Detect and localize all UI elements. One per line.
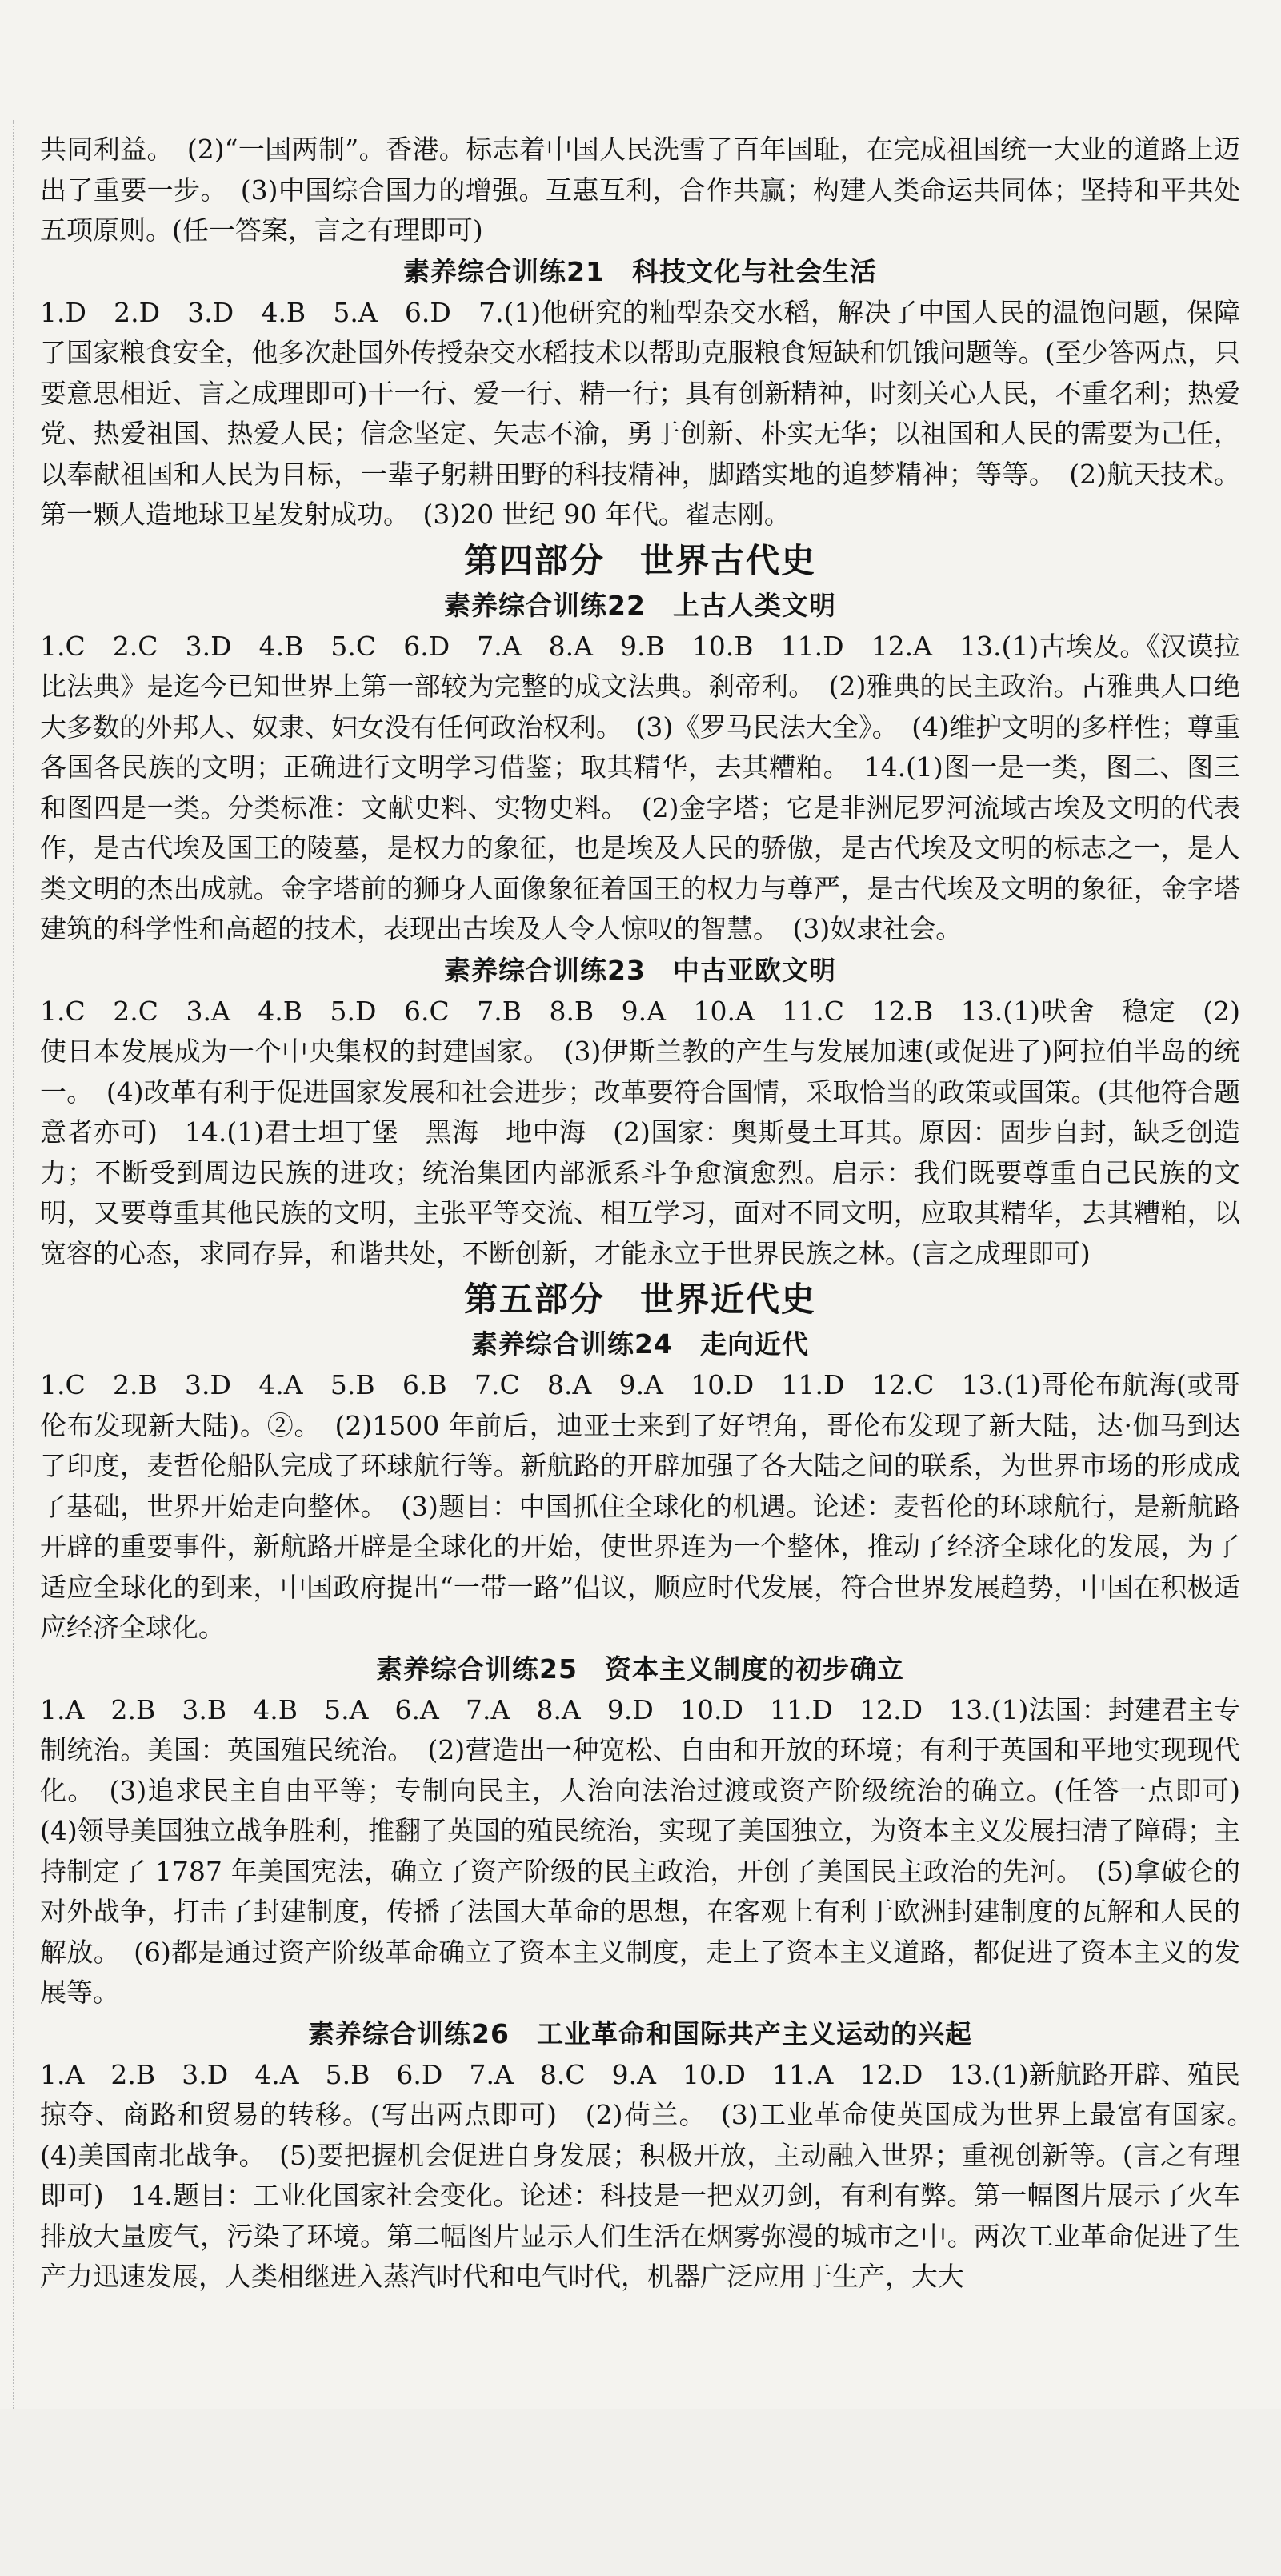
blank-bottom-margin [0, 2409, 1281, 2576]
paragraph-answers-21: 1.D 2.D 3.D 4.B 5.A 6.D 7.(1)他研究的籼型杂交水稻，解决了中国人民的温饱问题，保障了国家粮食安全，他多次赴国外传授杂交水稻技术以帮助克服粮食短缺和饥饿问题等。(至少答两点，只要意思相近、言之成理即可)干一行、爱一行、精一行；具有创新精神，时刻关心人民，不重名利；热爱党、热爱祖国、热爱人民；信念坚定、矢志不渝，勇于创新、朴实无华；以祖国和人民的需要为己任，以奉献祖国和人民为目标，一辈子躬耕田野的科技精神，脚踏实地的追梦精神；等等。 (2)航天技术。第一颗人造地球卫星发射成功。 (3)20 世纪 90 年代。翟志刚。 [40, 296, 1240, 530]
section-title-23: 素养综合训练23 中古亚欧文明 [444, 954, 836, 986]
answer-content [40, 130, 1267, 2298]
section-title-21: 素养综合训练21 科技文化与社会生活 [403, 255, 877, 287]
paragraph-answers-26: 1.A 2.B 3.D 4.A 5.B 6.D 7.A 8.C 9.A 10.D 11.A 12.D 13.(1)新航路开辟、殖民掠夺、商路和贸易的转移。(写出两点即可) (2)荷兰。 (3)工业革命使英国成为世界上最富有国家。 (4)美国南北战争。 (5)要把握机会促进自身发展；积极开放，主动融入世界；重视创新等。(言之有理即可) 14.题目：工业化国家社会变化。论述：科技是一把双刃剑，有利有弊。第一幅图片展示了火车排放大量废气，污染了环境。第二幅图片显示人们生活在烟雾弥漫的城市之中。两次工业革命促进了生产力迅速发展，人类相继进入蒸汽时代和电气时代，机器广泛应用于生产，大大 [40, 2058, 1267, 2292]
section-title-22: 素养综合训练22 上古人类文明 [444, 589, 836, 621]
paragraph-answers-22: 1.C 2.C 3.D 4.B 5.C 6.D 7.A 8.A 9.B 10.B 11.D 12.A 13.(1)古埃及。《汉谟拉比法典》是迄今已知世界上第一部较为完整的成文法典。刹帝利。 (2)雅典的民主政治。占雅典人口绝大多数的外邦人、奴隶、妇女没有任何政治权利。 (3)《罗马民法大全》。 (4)维护文明的多样性；尊重各国各民族的文明；正确进行文明学习借鉴；取其精华，去其糟粕。 14.(1)图一是一类，图二、图三和图四是一类。分类标准：文献史料、实物史料。 (2)金字塔；它是非洲尼罗河流域古埃及文明的代表作，是古代埃及国王的陵墓，是权力的象征，也是埃及人民的骄傲，是古代埃及文明的标志之一，是人类文明的杰出成就。金字塔前的狮身人面像象征着国王的权力与尊严，是古代埃及文明的象征，金字塔建筑的科学性和高超的技术，表现出古埃及人令人惊叹的智慧。 (3)奴隶社会。 [40, 630, 1240, 944]
paragraph-answers-23: 1.C 2.C 3.A 4.B 5.D 6.C 7.B 8.B 9.A 10.A 11.C 12.B 13.(1)吠舍 稳定 (2)使日本发展成为一个中央集权的封建国家。 (3)伊斯兰教的产生与发展加速(或促进了)阿拉伯半岛的统一。 (4)改革有利于促进国家发展和社会进步；改革要符合国情，采取恰当的政策或国策。(其他符合题意者亦可) 14.(1)君士坦丁堡 黑海 地中海 (2)国家：奥斯曼土耳其。原因：固步自封，缺乏创造力；不断受到周边民族的进攻；统治集团内部派系斗争愈演愈烈。启示：我们既要尊重自己民族的文明，又要尊重其他民族的文明，主张平等交流、相互学习，面对不同文明，应取其精华，去其糟粕，以宽容的心态，求同存异，和谐共处，不断创新，才能永立于世界民族之林。(言之成理即可) [40, 995, 1240, 1269]
binding-margin-dots [13, 120, 14, 2409]
part-title-5: 第五部分 世界近代史 [463, 1280, 816, 1319]
paragraph-answers-24: 1.C 2.B 3.D 4.A 5.B 6.B 7.C 8.A 9.A 10.D 11.D 12.C 13.(1)哥伦布航海(或哥伦布发现新大陆)。②。 (2)1500 年前后，迪亚士来到了好望角，哥伦布发现了新大陆，达·伽马到达了印度，麦哲伦船队完成了环球航行等。新航路的开辟加强了各大陆之间的联系，为世界市场的形成成了基础，世界开始走向整体。 (3)题目：中国抓住全球化的机遇。论述：麦哲伦的环球航行，是新航路开辟的重要事件，新航路开辟是全球化的开始，使世界连为一个整体，推动了经济全球化的发展，为了适应全球化的到来，中国政府提出“一带一路”倡议，顺应时代发展，符合世界发展趋势，中国在积极适应经济全球化。 [40, 1369, 1240, 1643]
section-title-25: 素养综合训练25 资本主义制度的初步确立 [376, 1653, 904, 1685]
part-title-4: 第四部分 世界古代史 [463, 540, 816, 580]
section-title-24: 素养综合训练24 走向近代 [471, 1328, 809, 1360]
section-title-26: 素养综合训练26 工业革命和国际共产主义运动的兴起 [308, 2017, 972, 2049]
paragraph-intro-answers: 共同利益。 (2)“一国两制”。香港。标志着中国人民洗雪了百年国耻，在完成祖国统一大业的道路上迈出了重要一步。 (3)中国综合国力的增强。互惠互利，合作共赢；构建人类命运共同体；坚持和平共处五项原则。(任一答案，言之有理即可) [40, 134, 1240, 246]
paragraph-answers-25: 1.A 2.B 3.B 4.B 5.A 6.A 7.A 8.A 9.D 10.D 11.D 12.D 13.(1)法国：封建君主专制统治。美国：英国殖民统治。 (2)营造出一种宽松、自由和开放的环境；有利于英国和平地实现现代化。 (3)追求民主自由平等；专制向民主，人治向法治过渡或资产阶级统治的确立。(任答一点即可) (4)领导美国独立战争胜利，推翻了英国的殖民统治，实现了美国独立，为资本主义发展扫清了障碍；主持制定了 1787 年美国宪法，确立了资产阶级的民主政治，开创了美国民主政治的先河。 (5)拿破仑的对外战争，打击了封建制度，传播了法国大革命的思想，在客观上有利于欧洲封建制度的瓦解和人民的解放。 (6)都是通过资产阶级革命确立了资本主义制度，走上了资本主义道路，都促进了资本主义的发展等。 [40, 1693, 1267, 2008]
